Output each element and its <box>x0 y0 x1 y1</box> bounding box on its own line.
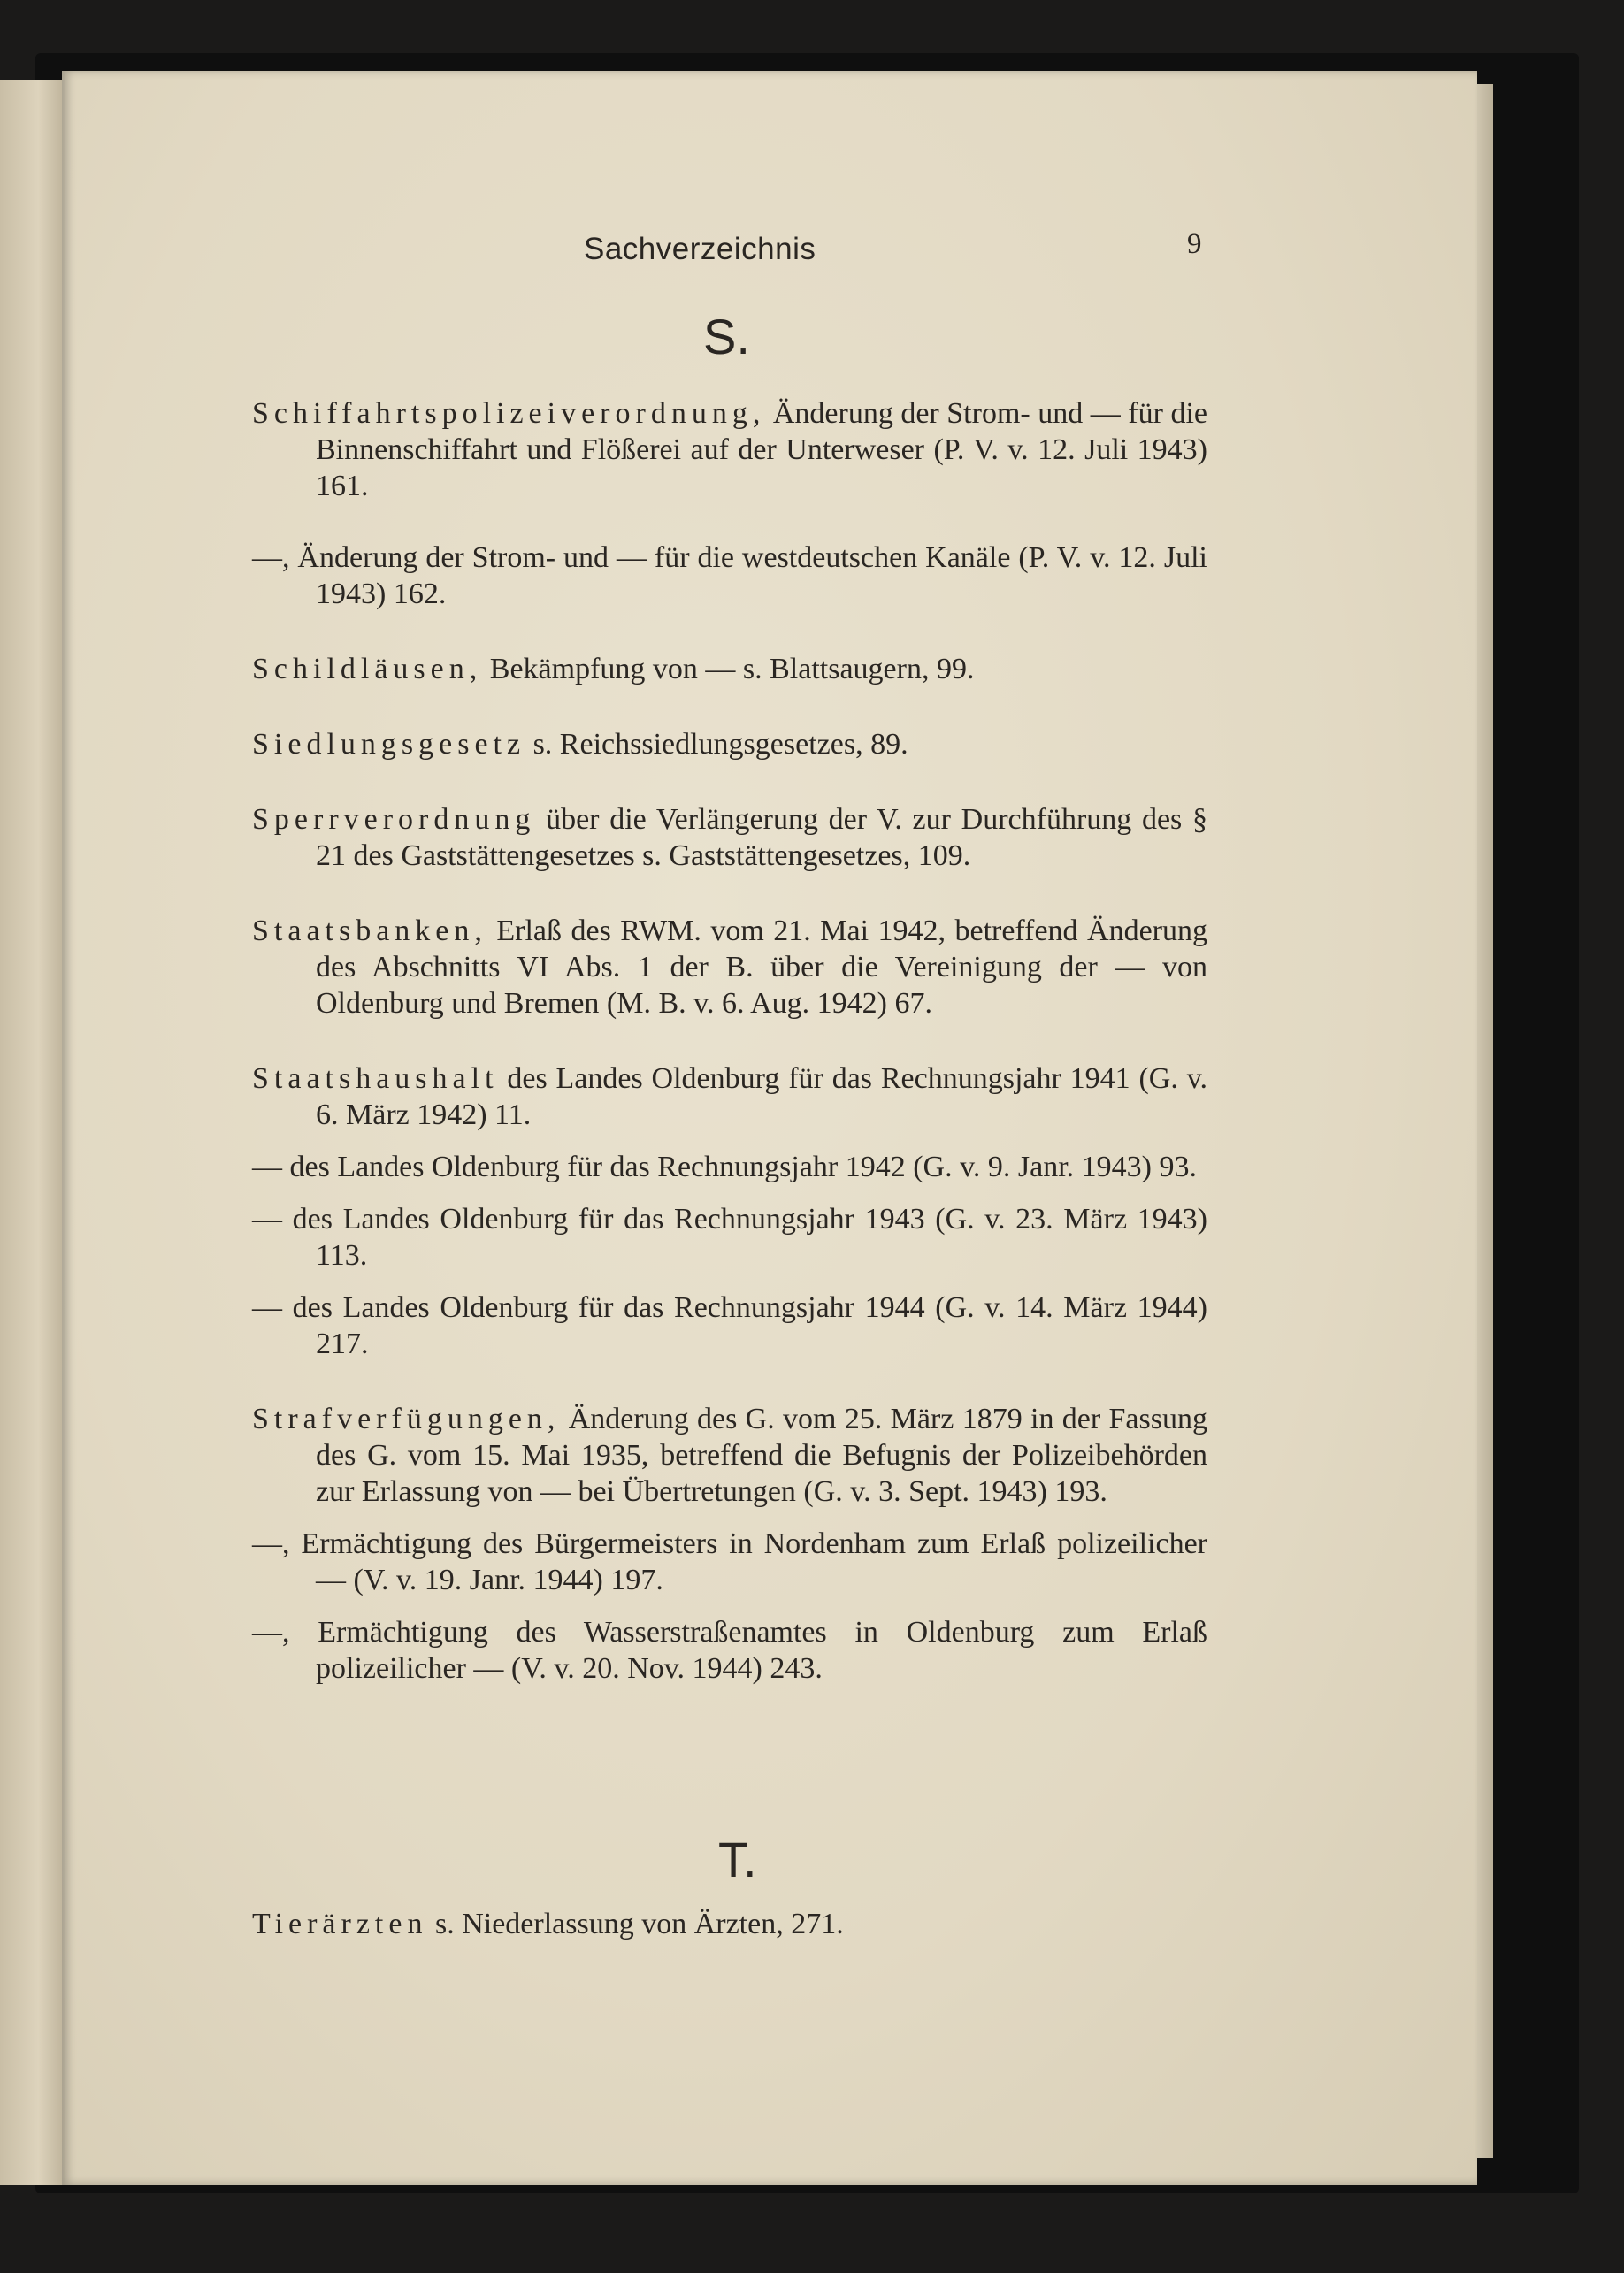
page-number: 9 <box>1187 228 1202 260</box>
entry-text: des Landes Oldenburg für das Rechnungsjahr 1941 (G. v. 6. März 1942) 11. <box>316 1062 1207 1131</box>
index-entry <box>252 1906 1207 1942</box>
index-subentry: —, Ermächtigung des Bürgermeisters in Nordenham zum Erlaß polizeilicher — (V. v. 19. Janr. 1944) 197. <box>252 1527 1207 1596</box>
entry-text: s. Niederlassung von Ärzten, 271. <box>427 1908 844 1940</box>
index-entry <box>252 651 1207 687</box>
index-entries-s <box>252 395 1207 1687</box>
index-entry <box>252 913 1207 1022</box>
index-subentry: —, Ermächtigung des Wasserstraßenamtes in Oldenburg zum Erlaß polizeilicher — (V. v. 20. Nov. 1944) 243. <box>252 1616 1207 1685</box>
index-subentry: —, Änderung der Strom- und — für die westdeutschen Kanäle (P. V. v. 12. Juli 1943) 162. <box>252 541 1207 610</box>
index-entry <box>252 726 1207 762</box>
section-letter-s: S. <box>703 309 750 364</box>
entry-text: s. Reichssiedlungsgesetzes, 89. <box>525 728 908 761</box>
entry-text: über die Verlängerung der V. zur Durchführung des § 21 des Gaststättengesetzes s. Gaststättengesetzes, 109. <box>316 803 1207 872</box>
index-entry <box>252 1060 1207 1133</box>
entry-text: Änderung des G. vom 25. März 1879 in der Fassung des G. vom 15. Mai 1935, betreffend die Befugnis der Polizeibehörden zur Erlassung von — bei Übertretungen (G. v. 3. Sept. 1943) 193. <box>316 1403 1207 1508</box>
index-entries-t <box>252 1906 1207 1942</box>
left-page-edge <box>0 80 64 2185</box>
index-entry <box>252 801 1207 874</box>
entry-keyword: Schiffahrtspolizeiverordnung, <box>252 397 766 430</box>
entry-text: Änderung der Strom- und — für die Binnenschiffahrt und Flößerei auf der Unterweser (P. V. v. 12. Juli 1943) 161. <box>316 397 1207 502</box>
index-subentry: — des Landes Oldenburg für das Rechnungsjahr 1944 (G. v. 14. März 1944) 217. <box>252 1291 1207 1360</box>
entry-keyword: Staatshaushalt <box>252 1062 499 1095</box>
index-entry <box>252 1401 1207 1510</box>
index-entry <box>252 395 1207 504</box>
entry-keyword: Strafverfügungen, <box>252 1403 561 1435</box>
page-stack-edge <box>1477 84 1493 2158</box>
index-subentry: — des Landes Oldenburg für das Rechnungsjahr 1943 (G. v. 23. März 1943) 113. <box>252 1203 1207 1272</box>
entry-text: Bekämpfung von — s. Blattsaugern, 99. <box>482 653 975 685</box>
entry-keyword: Siedlungsgesetz <box>252 728 526 761</box>
entry-keyword: Staatsbanken, <box>252 915 487 947</box>
entry-keyword: Schildläusen, <box>252 653 483 685</box>
entry-keyword: Tierärzten <box>252 1908 428 1940</box>
entry-text: Erlaß des RWM. vom 21. Mai 1942, betreffend Änderung des Abschnitts VI Abs. 1 der B. über die Vereinigung der — von Oldenburg und Bremen (M. B. v. 6. Aug. 1942) 67. <box>316 915 1207 1020</box>
entry-keyword: Sperrverordnung <box>252 803 536 836</box>
section-letter-t: T. <box>718 1832 757 1887</box>
index-subentry: — des Landes Oldenburg für das Rechnungsjahr 1942 (G. v. 9. Janr. 1943) 93. <box>252 1151 1197 1183</box>
running-head: Sachverzeichnis <box>584 232 816 266</box>
